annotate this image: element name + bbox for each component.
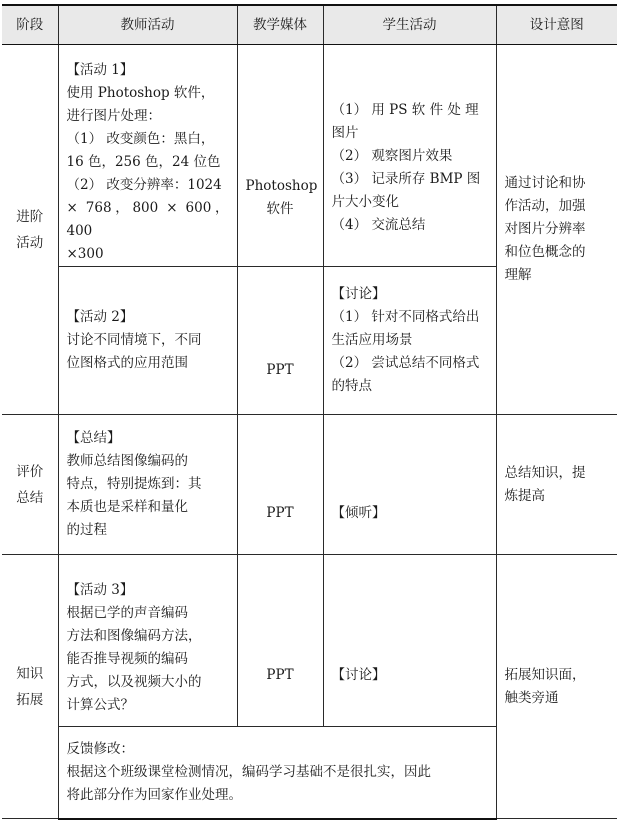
text-line: × 768，800 × 600，400 <box>66 200 229 239</box>
student-activity-cell <box>323 267 496 415</box>
stage-cell-evaluation <box>2 415 58 555</box>
design-intent-cell <box>496 45 617 415</box>
text-line: 能否推导视频的编码 <box>66 650 188 667</box>
text-line: 讨论不同情境下，不同 <box>66 332 202 348</box>
media-label: Photoshop <box>245 177 318 194</box>
teacher-activity-cell <box>58 555 237 727</box>
text-line: 本质也是采样和量化 <box>66 499 188 515</box>
stage-cell-extension <box>2 555 58 819</box>
text-line: （2） 尝试总结不同格式 <box>331 355 480 371</box>
stage-label: 知识 <box>16 665 44 682</box>
activity-tag: 【倾听】 <box>331 505 386 521</box>
text-line: 16 色，256 色，24 位色 <box>66 154 221 170</box>
text-line: 触类旁通 <box>504 689 559 706</box>
text-line: （4） 交流总结 <box>331 216 426 233</box>
feedback-cell <box>58 727 496 819</box>
text-line: ×300 <box>66 246 104 262</box>
teacher-activity-cell <box>58 45 237 267</box>
design-intent-cell <box>496 415 617 555</box>
text-line: 位图格式的应用范围 <box>66 355 188 371</box>
text-line: （2） 改变分辨率：1024 <box>66 177 222 193</box>
text-line: 的过程 <box>66 522 107 538</box>
row-advanced-activity-1 <box>2 45 617 267</box>
header-design-intent: 设计意图 <box>496 5 617 45</box>
text-line: 图片 <box>331 124 359 141</box>
stage-label: 总结 <box>16 489 44 506</box>
media-cell <box>237 415 323 555</box>
activity-tag: 【活动 2】 <box>66 309 134 325</box>
text-line: 进行图片处理： <box>66 108 161 124</box>
text-line: 计算公式？ <box>66 696 134 713</box>
student-activity-cell <box>323 45 496 267</box>
text-line: 将此部分作为回家作业处理。 <box>66 786 242 803</box>
activity-tag: 【讨论】 <box>331 286 386 302</box>
text-line: 特点，特别提炼到：其 <box>66 476 202 492</box>
teacher-activity-cell <box>58 267 237 415</box>
text-line: 根据这个班级课堂检测情况，编码学习基础不是很扎实，因此 <box>66 763 431 780</box>
text-line: 总结知识，提 <box>504 464 586 481</box>
text-line: 拓展知识面， <box>504 666 586 683</box>
text-line: 对图片分辨率 <box>504 221 586 237</box>
text-line: 片大小变化 <box>331 193 399 210</box>
media-cell <box>237 555 323 727</box>
stage-label: 进阶 <box>16 208 44 225</box>
row-evaluation-summary <box>2 415 617 555</box>
text-line: 方式，以及视频大小的 <box>66 673 202 690</box>
media-cell <box>237 267 323 415</box>
text-line: 根据已学的声音编码 <box>66 604 188 621</box>
media-label: 软件 <box>266 200 294 217</box>
row-knowledge-extension <box>2 555 617 727</box>
text-line: 和位色概念的 <box>504 244 586 260</box>
stage-label: 活动 <box>16 234 44 251</box>
media-label: PPT <box>266 505 294 521</box>
activity-tag: 【总结】 <box>66 430 121 446</box>
header-teacher-activity: 教师活动 <box>58 5 237 45</box>
text-line: 方法和图像编码方法， <box>66 627 202 644</box>
header-teaching-media: 教学媒体 <box>237 5 323 45</box>
activity-tag: 【活动 3】 <box>66 581 134 598</box>
text-line: 理解 <box>504 267 532 283</box>
text-line: 通过讨论和协 <box>504 175 586 191</box>
header-row <box>2 5 617 45</box>
text-line: 作活动，加强 <box>504 198 586 214</box>
design-intent-cell <box>496 555 617 819</box>
media-label: PPT <box>266 667 294 683</box>
text-line: （1） 改变颜色：黑白， <box>66 131 215 147</box>
text-line: （3） 记录所存 BMP 图 <box>331 170 481 187</box>
media-label: PPT <box>266 362 294 378</box>
activity-tag: 【讨论】 <box>331 667 386 683</box>
student-activity-cell <box>323 555 496 727</box>
text-line: 的特点 <box>331 378 372 394</box>
text-line: 使用 Photoshop 软件， <box>66 85 215 101</box>
lesson-plan-table <box>2 4 617 820</box>
media-cell <box>237 45 323 267</box>
text-line: 炼提高 <box>504 487 545 504</box>
text-line: 教师总结图像编码的 <box>66 453 188 469</box>
student-activity-cell <box>323 415 496 555</box>
stage-label: 拓展 <box>16 691 44 708</box>
teacher-activity-cell <box>58 415 237 555</box>
text-line: （1） 针对不同格式给出 <box>331 309 480 325</box>
text-line: 生活应用场景 <box>331 332 413 348</box>
activity-tag: 【活动 1】 <box>66 62 134 78</box>
header-student-activity: 学生活动 <box>323 5 496 45</box>
header-stage: 阶段 <box>2 5 58 45</box>
stage-label: 评价 <box>16 463 44 480</box>
text-line: （1） 用 PS 软 件 处 理 <box>331 101 479 118</box>
text-line: （2） 观察图片效果 <box>331 147 453 164</box>
stage-cell-advanced <box>2 45 58 415</box>
feedback-title: 反馈修改： <box>66 740 134 757</box>
